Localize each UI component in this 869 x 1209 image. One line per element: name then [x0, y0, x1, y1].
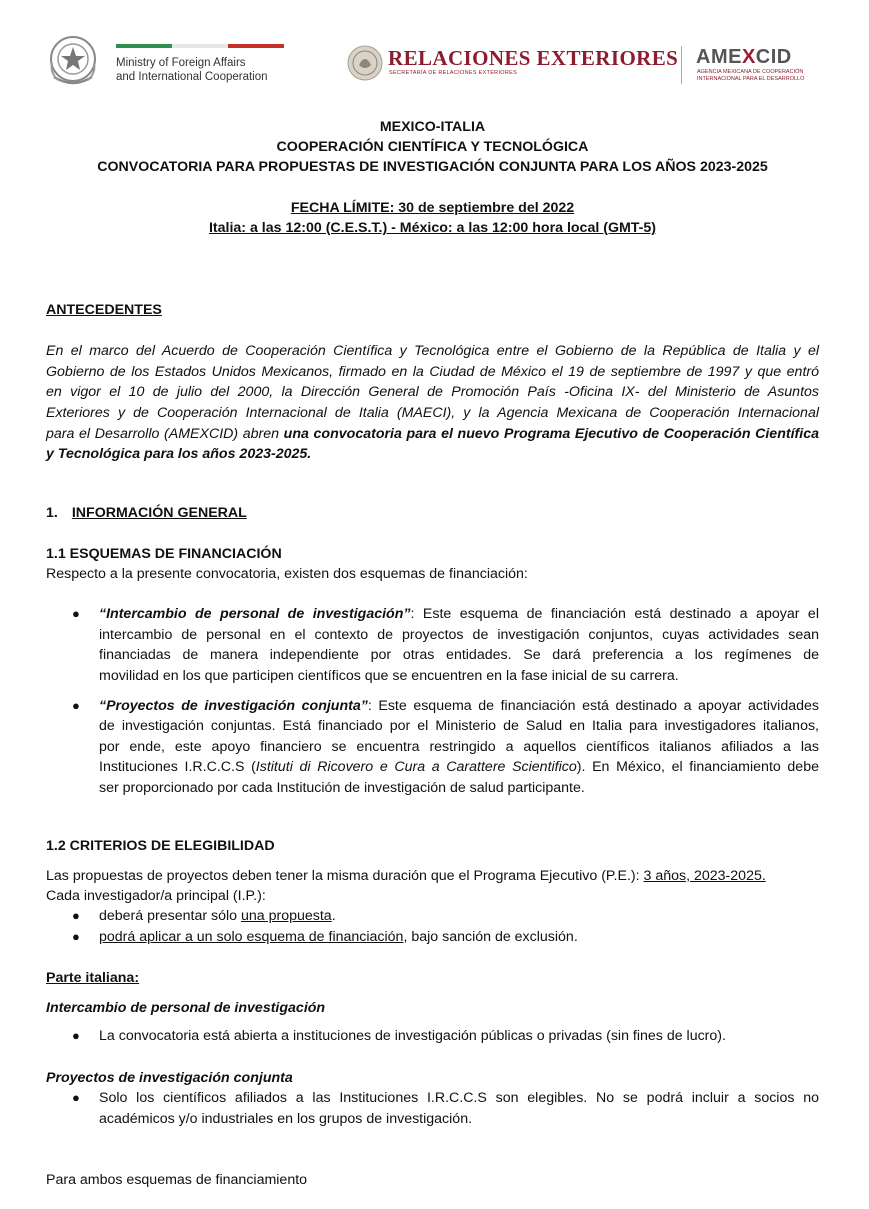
deadline-hours: [46, 218, 819, 239]
italian-bullet-2-line-1: Solo los científicos afiliados a las Instituciones I.R.C.C.S son elegibles. No se podrá incluir a socios no: [99, 1090, 819, 1106]
bullet-icon: ●: [72, 606, 80, 621]
section-1-1-heading: 1.1 ESQUEMAS DE FINANCIACIÓN: [46, 546, 282, 562]
sre-logo-subtitle: SECRETARÍA DE RELACIONES EXTERIORES: [389, 70, 518, 76]
scheme-2-line-1-text: : Este esquema de financiación está destinado a apoyar actividades: [367, 698, 819, 714]
criteria-bullet-1c: .: [331, 908, 336, 924]
amexcid-title-part-b: CID: [755, 46, 792, 68]
section-1-2-heading: 1.2 CRITERIOS DE ELEGIBILIDAD: [46, 838, 275, 854]
scheme-1-line-1-text: : Este esquema de financiación está destinado a apoyar el: [410, 606, 819, 622]
antecedentes-line-6: y Tecnológica para los años 2023-2025.: [46, 446, 312, 462]
scheme-2-line-4c: ). En México, el financiamiento debe: [576, 759, 819, 775]
antecedentes-line-3: en vigor el 10 de julio del 2000, la Dirección General de Promoción País -Oficina IX- del Ministerio de Asuntos: [46, 384, 819, 400]
deadline-hours-text: Italia: a las 12:00 (C.E.S.T.) - México: a las 12:00 hora local (GMT-5): [208, 220, 657, 236]
criteria-bullet-1: [99, 906, 819, 927]
antecedentes-heading: ANTECEDENTES: [46, 302, 162, 318]
bullet-icon: ●: [72, 929, 80, 944]
criteria-bullet-2b: , bajo sanción de exclusión.: [403, 929, 578, 945]
deadline: [46, 198, 819, 219]
mfa-logo-text: [116, 56, 268, 84]
intercambio-heading: Intercambio de personal de investigación: [46, 1000, 326, 1016]
scheme-2-line-3: por ende, este apoyo financiero se encuentra restringido a aquellos científicos italianos afiliados a las: [99, 739, 819, 755]
scheme-2-line-4a: Instituciones I.R.C.C.S (: [99, 759, 256, 775]
antecedentes-line-1: En el marco del Acuerdo de Cooperación Científica y Tecnológica entre el Gobierno de la República de Italia y el: [46, 343, 819, 359]
amexcid-title-part-a: AME: [696, 46, 742, 68]
bullet-icon: ●: [72, 698, 80, 713]
antecedentes-line-5a: para el Desarrollo (AMEXCID) abren: [46, 426, 284, 442]
criteria-bullet-2a: podrá aplicar a un solo esquema de financiación: [99, 929, 404, 945]
amexcid-sub-1: AGENCIA MEXICANA DE COOPERACIÓN: [697, 69, 804, 75]
section-1-1-intro: Respecto a la presente convocatoria, existen dos esquemas de financiación:: [46, 566, 528, 582]
criteria-line-1a: Las propuestas de proyectos deben tener la misma duración que el Programa Ejecutivo (P.E.):: [46, 868, 644, 884]
italian-bullet-2-line-2: académicos y/o industriales en los grupos de investigación.: [99, 1111, 473, 1127]
criteria-bullet-1a: deberá presentar sólo: [99, 908, 241, 924]
scheme-1-line-4: movilidad en los que participen científicos que se encuentren en la fase inicial de su carrera.: [99, 668, 679, 684]
title-line-3: CONVOCATORIA PARA PROPUESTAS DE INVESTIGACIÓN CONJUNTA PARA LOS AÑOS 2023-2025: [97, 159, 768, 175]
parte-italiana-heading: Parte italiana:: [46, 970, 140, 986]
scheme-1-line-2: intercambio de personal en el contexto de proyectos de investigación conjuntos, cuyas actividades sean: [99, 627, 819, 643]
criteria-bullet-2: [99, 927, 819, 948]
bullet-icon: ●: [72, 1028, 80, 1043]
scheme-2-line-4b: Istituti di Ricovero e Cura a Carattere Scientifico: [255, 759, 577, 775]
proyectos-heading: Proyectos de investigación conjunta: [46, 1070, 293, 1086]
criteria-duration: 3 años, 2023-2025.: [643, 868, 766, 884]
italian-flag-bar: [116, 44, 284, 48]
section-1-title: INFORMACIÓN GENERAL: [71, 505, 247, 521]
bullet-icon: ●: [72, 908, 80, 923]
logo-divider: [681, 46, 682, 84]
criteria-line-1: [46, 866, 819, 887]
section-1-number: 1.: [46, 505, 58, 521]
amexcid-title-x: X: [741, 46, 756, 68]
antecedentes-line-2: Gobierno de los Estados Unidos Mexicanos, firmado en la Ciudad de México el 19 de septiembre de 1997 y que entró: [46, 364, 819, 380]
scheme-2-title: “Proyectos de investigación conjunta”: [99, 698, 368, 714]
scheme-1-line-3: financiadas de manera independiente por otras entidades. Se dará preferencia a los regímenes de: [99, 647, 819, 663]
antecedentes-line-4: Exteriores y de Cooperación Internacional de Italia (MAECI), y la Agencia Mexicana de Cooperación Internacional: [46, 405, 819, 421]
amexcid-sub-2: INTERNACIONAL PARA EL DESARROLLO: [697, 76, 805, 82]
sre-logo-title: RELACIONES EXTERIORES: [388, 46, 679, 70]
title-line-2: COOPERACIÓN CIENTÍFICA Y TECNOLÓGICA: [276, 139, 589, 155]
section-1-heading: [46, 503, 819, 524]
italian-bullet-1: La convocatoria está abierta a instituciones de investigación públicas o privadas (sin fines de lucro).: [99, 1028, 726, 1044]
mfa-line-1: Ministry of Foreign Affairs: [116, 57, 246, 69]
ambos-esquemas-line: Para ambos esquemas de financiamiento: [46, 1172, 308, 1188]
title-line-1: MEXICO-ITALIA: [379, 119, 486, 135]
deadline-text: FECHA LÍMITE: 30 de septiembre del 2022: [290, 200, 575, 216]
amexcid-logo-title: [696, 46, 792, 69]
scheme-1-line-1: [99, 604, 819, 625]
scheme-1-title: “Intercambio de personal de investigación”: [99, 606, 411, 622]
italian-republic-emblem-icon: [46, 33, 100, 91]
mexico-seal-icon: [347, 45, 383, 81]
mfa-line-2: and International Cooperation: [116, 71, 268, 83]
bullet-icon: ●: [72, 1090, 80, 1105]
scheme-2-line-4: [99, 757, 819, 778]
scheme-2-line-2: de investigación conjuntas. Está financiado por el Ministerio de Salud en Italia para investigadores italianos,: [99, 718, 819, 734]
antecedentes-line-5: [46, 424, 819, 445]
amexcid-logo-subtitle: [697, 69, 804, 83]
scheme-2-line-1: [99, 696, 819, 717]
criteria-line-2: Cada investigador/a principal (I.P.):: [46, 888, 266, 904]
scheme-2-line-5: ser proporcionado por cada Institución de investigación de salud participante.: [99, 780, 585, 796]
criteria-bullet-1b: una propuesta: [240, 908, 332, 924]
antecedentes-line-5b: una convocatoria para el nuevo Programa Ejecutivo de Cooperación Científica: [283, 426, 819, 442]
